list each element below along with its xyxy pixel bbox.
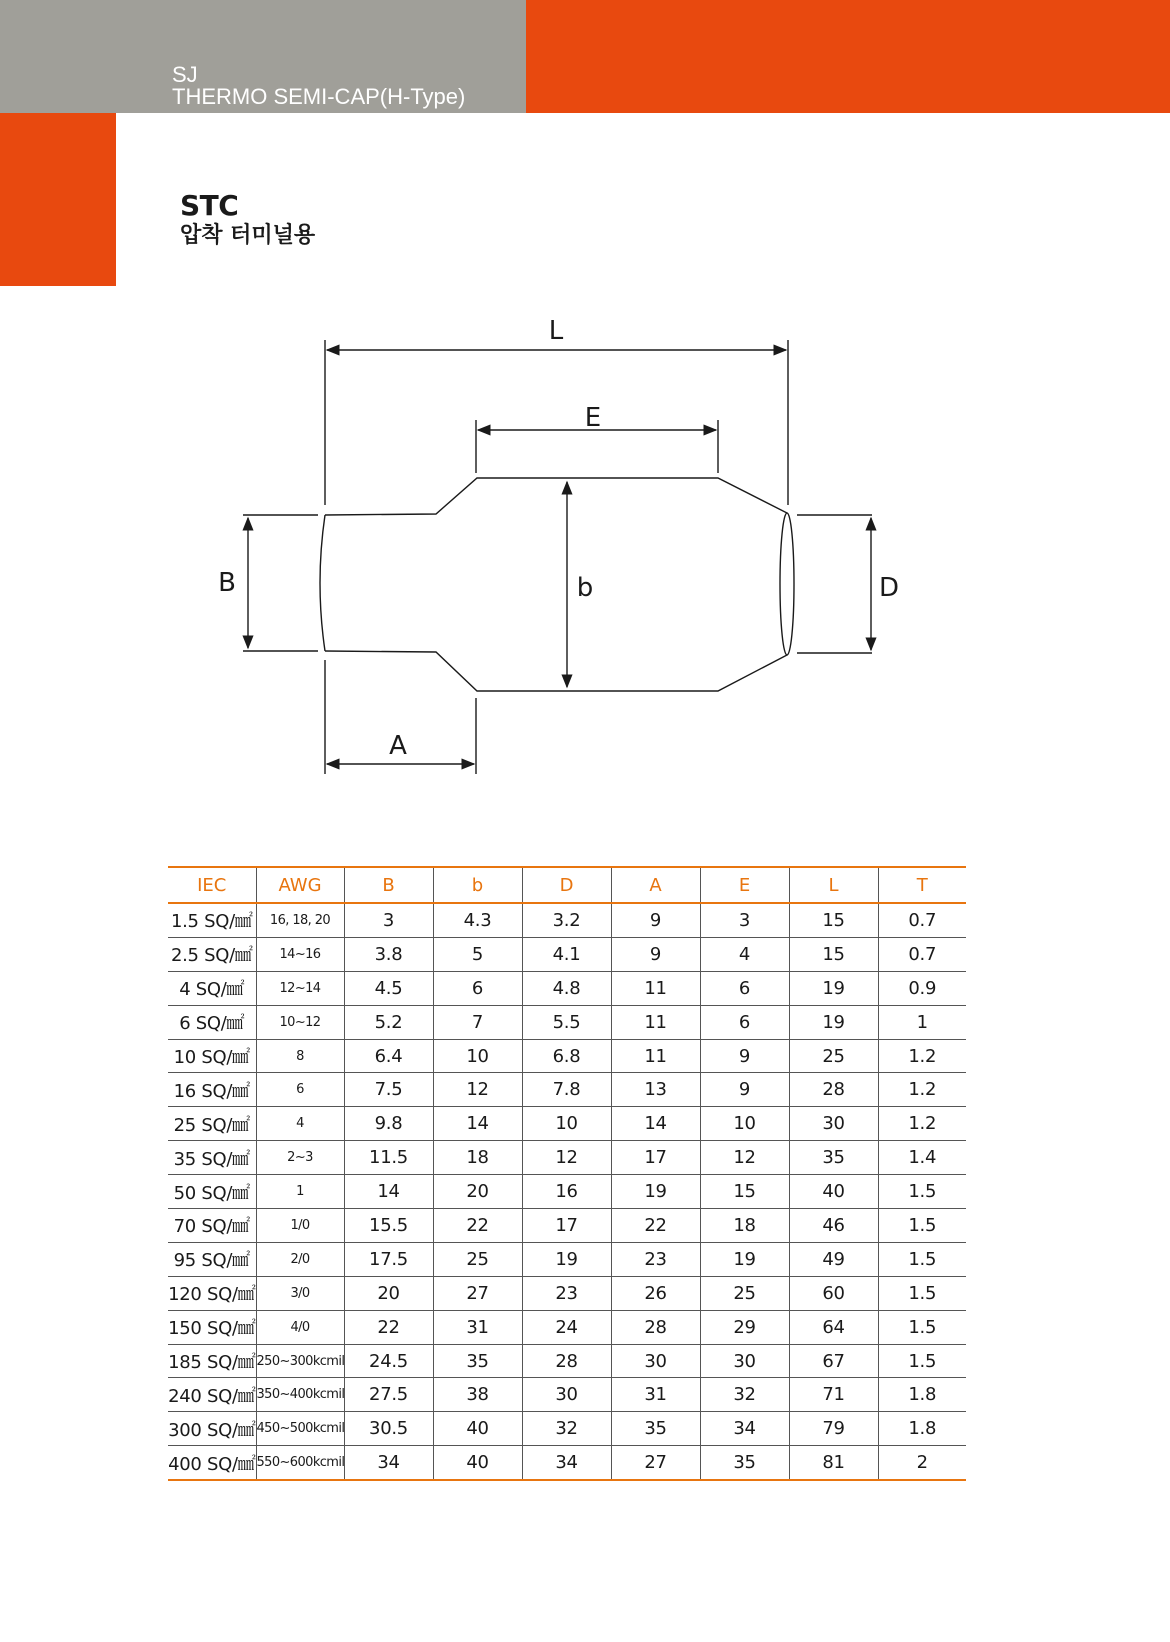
table-cell-a: 9 bbox=[611, 937, 700, 971]
table-cell-b: 9.8 bbox=[344, 1107, 433, 1141]
table-cell-a: 11 bbox=[611, 971, 700, 1005]
table-cell-d: 32 bbox=[522, 1412, 611, 1446]
table-cell-d: 4.8 bbox=[522, 971, 611, 1005]
table-cell-e: 15 bbox=[700, 1175, 789, 1209]
cap-outline bbox=[325, 478, 787, 515]
table-cell-b: 6 bbox=[433, 971, 522, 1005]
table-cell-b: 6.4 bbox=[344, 1039, 433, 1073]
table-cell-t: 1.5 bbox=[878, 1175, 966, 1209]
table-header-row bbox=[168, 867, 966, 903]
table-cell-b: 18 bbox=[433, 1141, 522, 1175]
table-cell-t: 0.7 bbox=[878, 937, 966, 971]
table-cell-b: 3.8 bbox=[344, 937, 433, 971]
label-L: L bbox=[548, 316, 564, 346]
label-E: E bbox=[584, 403, 602, 433]
table-cell-b: 38 bbox=[433, 1378, 522, 1412]
table-row bbox=[168, 1107, 966, 1141]
label-A: A bbox=[389, 731, 407, 761]
table-cell-b: 40 bbox=[433, 1412, 522, 1446]
table-row bbox=[168, 1209, 966, 1243]
table-cell-iec: 70 SQ/㎟ bbox=[168, 1209, 256, 1243]
table-cell-awg: 14~16 bbox=[256, 937, 344, 971]
table-cell-t: 0.9 bbox=[878, 971, 966, 1005]
dimension-diagram bbox=[0, 300, 1170, 800]
table-cell-d: 30 bbox=[522, 1378, 611, 1412]
table-row bbox=[168, 1310, 966, 1344]
section-title bbox=[180, 190, 315, 250]
table-cell-b: 25 bbox=[433, 1242, 522, 1276]
table-cell-a: 35 bbox=[611, 1412, 700, 1446]
table-cell-b: 22 bbox=[433, 1209, 522, 1243]
table-cell-t: 1.8 bbox=[878, 1378, 966, 1412]
table-cell-l: 30 bbox=[789, 1107, 878, 1141]
table-cell-iec: 1.5 SQ/㎟ bbox=[168, 903, 256, 937]
table-cell-l: 64 bbox=[789, 1310, 878, 1344]
column-header-d: D bbox=[522, 867, 611, 903]
table-cell-b: 22 bbox=[344, 1310, 433, 1344]
table-cell-b: 17.5 bbox=[344, 1242, 433, 1276]
table-cell-b: 30.5 bbox=[344, 1412, 433, 1446]
table-cell-d: 23 bbox=[522, 1276, 611, 1310]
table-cell-e: 32 bbox=[700, 1378, 789, 1412]
table-cell-a: 14 bbox=[611, 1107, 700, 1141]
table-cell-l: 35 bbox=[789, 1141, 878, 1175]
table-cell-l: 28 bbox=[789, 1073, 878, 1107]
table-cell-awg: 450~500kcmil bbox=[256, 1412, 344, 1446]
column-header-l: L bbox=[789, 867, 878, 903]
brand-name: SJ bbox=[172, 62, 198, 87]
table-cell-d: 19 bbox=[522, 1242, 611, 1276]
table-cell-t: 1.5 bbox=[878, 1242, 966, 1276]
column-header-e: E bbox=[700, 867, 789, 903]
table-row bbox=[168, 1073, 966, 1107]
table-row bbox=[168, 903, 966, 937]
table-cell-d: 24 bbox=[522, 1310, 611, 1344]
table-row bbox=[168, 1378, 966, 1412]
table-cell-t: 1.5 bbox=[878, 1310, 966, 1344]
table-cell-b: 40 bbox=[433, 1446, 522, 1480]
table-cell-d: 6.8 bbox=[522, 1039, 611, 1073]
table-cell-iec: 50 SQ/㎟ bbox=[168, 1175, 256, 1209]
table-cell-awg: 3/0 bbox=[256, 1276, 344, 1310]
table-cell-l: 40 bbox=[789, 1175, 878, 1209]
table-cell-d: 7.8 bbox=[522, 1073, 611, 1107]
table-cell-iec: 6 SQ/㎟ bbox=[168, 1005, 256, 1039]
table-cell-b: 4.3 bbox=[433, 903, 522, 937]
table-cell-e: 34 bbox=[700, 1412, 789, 1446]
table-cell-iec: 150 SQ/㎟ bbox=[168, 1310, 256, 1344]
table-cell-l: 15 bbox=[789, 903, 878, 937]
table-cell-a: 26 bbox=[611, 1276, 700, 1310]
table-cell-b: 20 bbox=[433, 1175, 522, 1209]
table-cell-iec: 185 SQ/㎟ bbox=[168, 1344, 256, 1378]
table-cell-t: 1.2 bbox=[878, 1107, 966, 1141]
table-row bbox=[168, 1141, 966, 1175]
table-cell-b: 7.5 bbox=[344, 1073, 433, 1107]
table-cell-b: 15.5 bbox=[344, 1209, 433, 1243]
table-cell-awg: 12~14 bbox=[256, 971, 344, 1005]
table-cell-l: 79 bbox=[789, 1412, 878, 1446]
table-cell-d: 34 bbox=[522, 1446, 611, 1480]
table-row bbox=[168, 1344, 966, 1378]
table-cell-t: 1.2 bbox=[878, 1073, 966, 1107]
table-row bbox=[168, 1242, 966, 1276]
label-D: D bbox=[878, 573, 900, 603]
table-row bbox=[168, 1276, 966, 1310]
table-cell-awg: 4/0 bbox=[256, 1310, 344, 1344]
table-cell-l: 49 bbox=[789, 1242, 878, 1276]
table-cell-awg: 16, 18, 20 bbox=[256, 903, 344, 937]
table-cell-awg: 2~3 bbox=[256, 1141, 344, 1175]
table-cell-e: 6 bbox=[700, 971, 789, 1005]
table-cell-awg: 4 bbox=[256, 1107, 344, 1141]
table-cell-l: 46 bbox=[789, 1209, 878, 1243]
spec-table bbox=[168, 866, 966, 1481]
table-cell-iec: 300 SQ/㎟ bbox=[168, 1412, 256, 1446]
table-cell-iec: 25 SQ/㎟ bbox=[168, 1107, 256, 1141]
table-cell-t: 1.5 bbox=[878, 1209, 966, 1243]
table-cell-awg: 2/0 bbox=[256, 1242, 344, 1276]
table-cell-iec: 400 SQ/㎟ bbox=[168, 1446, 256, 1480]
table-cell-a: 17 bbox=[611, 1141, 700, 1175]
table-cell-a: 23 bbox=[611, 1242, 700, 1276]
table-cell-l: 19 bbox=[789, 971, 878, 1005]
table-cell-a: 11 bbox=[611, 1039, 700, 1073]
table-cell-b: 11.5 bbox=[344, 1141, 433, 1175]
table-cell-iec: 120 SQ/㎟ bbox=[168, 1276, 256, 1310]
table-cell-t: 1.5 bbox=[878, 1344, 966, 1378]
table-cell-d: 16 bbox=[522, 1175, 611, 1209]
table-cell-e: 10 bbox=[700, 1107, 789, 1141]
table-cell-b: 35 bbox=[433, 1344, 522, 1378]
table-cell-b: 27.5 bbox=[344, 1378, 433, 1412]
table-cell-t: 2 bbox=[878, 1446, 966, 1480]
table-row bbox=[168, 1039, 966, 1073]
column-header-t: T bbox=[878, 867, 966, 903]
table-cell-a: 22 bbox=[611, 1209, 700, 1243]
column-header-iec: IEC bbox=[168, 867, 256, 903]
page-header bbox=[172, 64, 465, 108]
table-cell-b: 7 bbox=[433, 1005, 522, 1039]
table-cell-b: 5.2 bbox=[344, 1005, 433, 1039]
table-cell-a: 31 bbox=[611, 1378, 700, 1412]
table-cell-t: 1 bbox=[878, 1005, 966, 1039]
table-cell-iec: 4 SQ/㎟ bbox=[168, 971, 256, 1005]
column-header-awg: AWG bbox=[256, 867, 344, 903]
cap-left-end bbox=[320, 515, 325, 651]
table-cell-b: 24.5 bbox=[344, 1344, 433, 1378]
table-cell-l: 71 bbox=[789, 1378, 878, 1412]
table-cell-b: 4.5 bbox=[344, 971, 433, 1005]
table-row bbox=[168, 1412, 966, 1446]
table-row bbox=[168, 1005, 966, 1039]
column-header-a: A bbox=[611, 867, 700, 903]
table-cell-awg: 6 bbox=[256, 1073, 344, 1107]
product-code: STC bbox=[180, 189, 239, 222]
table-cell-l: 15 bbox=[789, 937, 878, 971]
column-header-b: b bbox=[433, 867, 522, 903]
table-cell-l: 67 bbox=[789, 1344, 878, 1378]
table-cell-b: 20 bbox=[344, 1276, 433, 1310]
table-cell-t: 1.2 bbox=[878, 1039, 966, 1073]
table-cell-iec: 95 SQ/㎟ bbox=[168, 1242, 256, 1276]
table-row bbox=[168, 971, 966, 1005]
table-cell-e: 35 bbox=[700, 1446, 789, 1480]
table-cell-a: 30 bbox=[611, 1344, 700, 1378]
product-name: THERMO SEMI-CAP(H-Type) bbox=[172, 84, 466, 109]
table-cell-e: 9 bbox=[700, 1073, 789, 1107]
table-cell-awg: 550~600kcmil bbox=[256, 1446, 344, 1480]
cap-right-end bbox=[780, 513, 794, 655]
table-cell-d: 10 bbox=[522, 1107, 611, 1141]
table-cell-b: 12 bbox=[433, 1073, 522, 1107]
table-cell-t: 0.7 bbox=[878, 903, 966, 937]
table-cell-d: 5.5 bbox=[522, 1005, 611, 1039]
table-cell-e: 25 bbox=[700, 1276, 789, 1310]
table-cell-iec: 2.5 SQ/㎟ bbox=[168, 937, 256, 971]
table-cell-awg: 1/0 bbox=[256, 1209, 344, 1243]
table-cell-b: 31 bbox=[433, 1310, 522, 1344]
table-cell-t: 1.4 bbox=[878, 1141, 966, 1175]
table-cell-d: 17 bbox=[522, 1209, 611, 1243]
table-cell-a: 28 bbox=[611, 1310, 700, 1344]
header-band-orange bbox=[526, 0, 1170, 113]
table-cell-l: 25 bbox=[789, 1039, 878, 1073]
table-cell-awg: 8 bbox=[256, 1039, 344, 1073]
table-cell-e: 9 bbox=[700, 1039, 789, 1073]
table-cell-e: 19 bbox=[700, 1242, 789, 1276]
table-cell-a: 9 bbox=[611, 903, 700, 937]
column-header-b: B bbox=[344, 867, 433, 903]
table-cell-iec: 240 SQ/㎟ bbox=[168, 1378, 256, 1412]
table-cell-a: 13 bbox=[611, 1073, 700, 1107]
table-cell-e: 18 bbox=[700, 1209, 789, 1243]
table-cell-awg: 10~12 bbox=[256, 1005, 344, 1039]
table-cell-d: 12 bbox=[522, 1141, 611, 1175]
table-cell-l: 19 bbox=[789, 1005, 878, 1039]
table-cell-d: 3.2 bbox=[522, 903, 611, 937]
table-cell-t: 1.8 bbox=[878, 1412, 966, 1446]
side-band-orange bbox=[0, 113, 116, 286]
table-cell-e: 3 bbox=[700, 903, 789, 937]
table-cell-t: 1.5 bbox=[878, 1276, 966, 1310]
table-cell-e: 30 bbox=[700, 1344, 789, 1378]
product-subtitle: 압착 터미널용 bbox=[180, 223, 316, 248]
table-cell-e: 12 bbox=[700, 1141, 789, 1175]
table-row bbox=[168, 937, 966, 971]
table-cell-b: 5 bbox=[433, 937, 522, 971]
table-cell-e: 29 bbox=[700, 1310, 789, 1344]
table-cell-b: 10 bbox=[433, 1039, 522, 1073]
table-cell-l: 60 bbox=[789, 1276, 878, 1310]
table-cell-e: 4 bbox=[700, 937, 789, 971]
table-cell-a: 27 bbox=[611, 1446, 700, 1480]
table-cell-e: 6 bbox=[700, 1005, 789, 1039]
label-b: b bbox=[576, 573, 594, 603]
table-cell-iec: 16 SQ/㎟ bbox=[168, 1073, 256, 1107]
table-cell-a: 11 bbox=[611, 1005, 700, 1039]
table-cell-iec: 35 SQ/㎟ bbox=[168, 1141, 256, 1175]
table-cell-b: 14 bbox=[344, 1175, 433, 1209]
table-cell-awg: 250~300kcmil bbox=[256, 1344, 344, 1378]
table-cell-b: 27 bbox=[433, 1276, 522, 1310]
table-cell-l: 81 bbox=[789, 1446, 878, 1480]
table-cell-b: 3 bbox=[344, 903, 433, 937]
table-cell-b: 14 bbox=[433, 1107, 522, 1141]
table-cell-awg: 1 bbox=[256, 1175, 344, 1209]
table-cell-iec: 10 SQ/㎟ bbox=[168, 1039, 256, 1073]
table-cell-d: 28 bbox=[522, 1344, 611, 1378]
table-row bbox=[168, 1175, 966, 1209]
table-cell-awg: 350~400kcmil bbox=[256, 1378, 344, 1412]
table-cell-b: 34 bbox=[344, 1446, 433, 1480]
table-cell-d: 4.1 bbox=[522, 937, 611, 971]
label-B: B bbox=[218, 568, 236, 598]
table-row bbox=[168, 1446, 966, 1480]
table-cell-a: 19 bbox=[611, 1175, 700, 1209]
